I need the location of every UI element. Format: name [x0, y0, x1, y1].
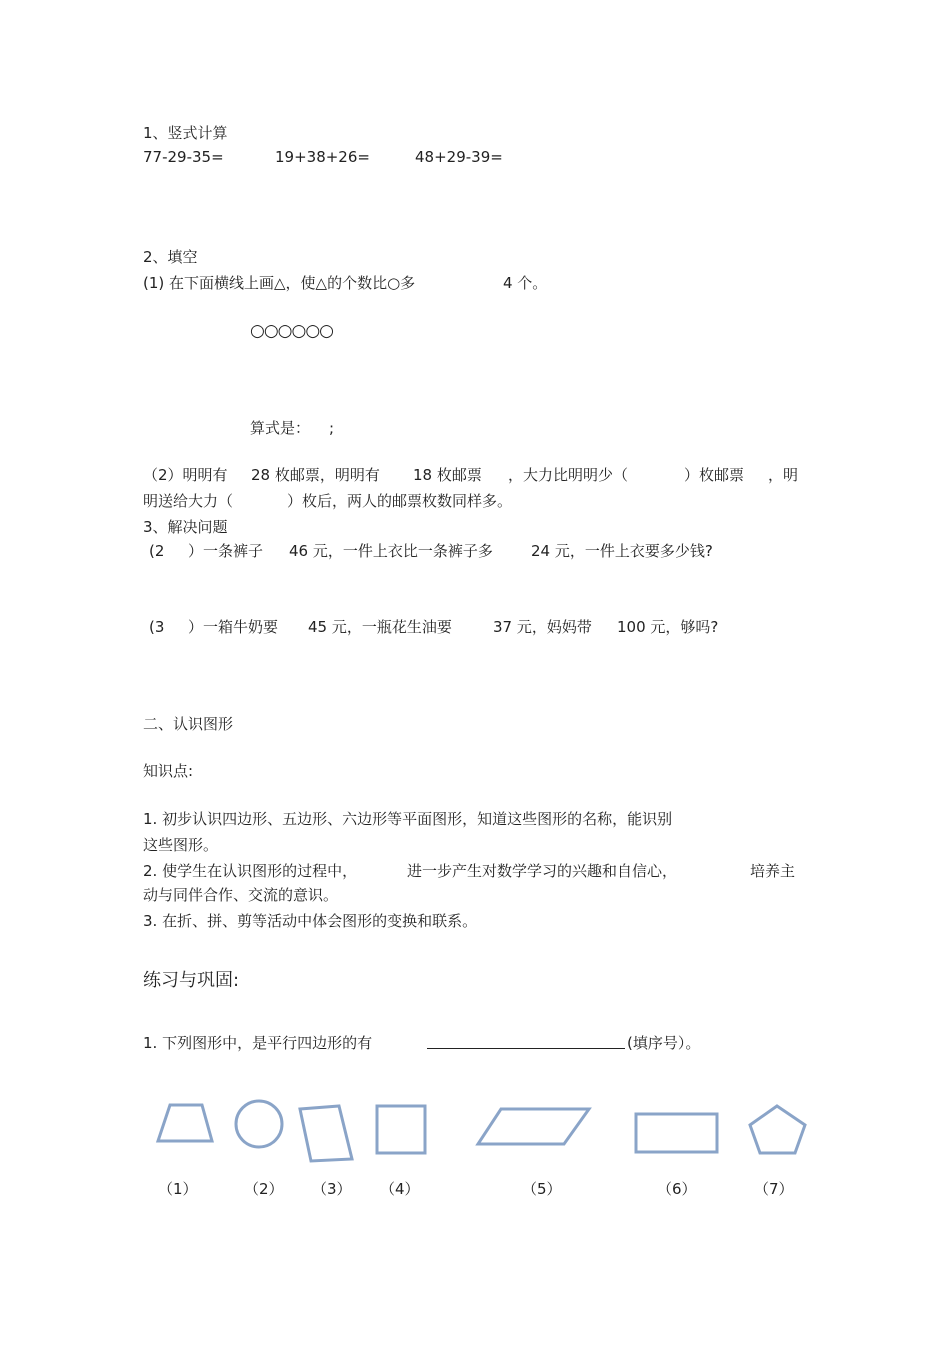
- parallelogram-tilted-icon: [300, 1106, 352, 1161]
- fill-question-2-line2a: 明送给大力（: [143, 492, 234, 510]
- shape-label-7: （7）: [754, 1180, 794, 1198]
- problem-solving-2-part4: 100 元，够吗?: [617, 618, 719, 636]
- knowledge-label: 知识点:: [143, 762, 194, 780]
- problem-1: 77-29-35=: [143, 148, 224, 166]
- part2-heading: 二、认识图形: [143, 715, 234, 733]
- problem-solving-1-number: (2: [149, 542, 165, 560]
- fill-question-1: (1) 在下面横线上画△，使△的个数比○多: [143, 274, 416, 292]
- knowledge-point-2b: 进一步产生对数学学习的兴趣和自信心，: [407, 862, 678, 880]
- shape-label-6: （6）: [657, 1180, 697, 1198]
- knowledge-point-3: 3. 在折、拼、剪等活动中体会图形的变换和联系。: [143, 912, 478, 930]
- fill-question-2-part4: ，大力比明明少（: [508, 466, 629, 484]
- problem-solving-2-part3: 37 元，妈妈带: [493, 618, 592, 636]
- parallelogram-icon: [478, 1109, 589, 1144]
- shape-label-1: （1）: [158, 1180, 198, 1198]
- circle-icon: [236, 1101, 282, 1147]
- knowledge-point-2a: 2. 使学生在认识图形的过程中，: [143, 862, 358, 880]
- problem-solving-2-part1: ）一箱牛奶要: [188, 618, 279, 636]
- knowledge-point-1b: 这些图形。: [143, 836, 219, 854]
- section3-heading: 3、解决问题: [143, 518, 228, 536]
- pentagon-icon: [750, 1106, 805, 1153]
- section1-heading: 1、竖式计算: [143, 124, 228, 142]
- knowledge-point-1a: 1. 初步认识四边形、五边形、六边形等平面图形，知道这些图形的名称，能识别: [143, 810, 673, 828]
- problem-solving-2-part2: 45 元，一瓶花生油要: [308, 618, 452, 636]
- problem-solving-1-part1: ）一条裤子: [188, 542, 264, 560]
- problem-3: 48+29-39=: [415, 148, 503, 166]
- problem-solving-1-part3: 24 元，一件上衣要多少钱?: [531, 542, 713, 560]
- problem-2: 19+38+26=: [275, 148, 370, 166]
- problem-solving-2-number: (3: [149, 618, 165, 636]
- practice-question-1-suffix: (填序号）。: [627, 1034, 701, 1052]
- fill-question-2-line2b: ）枚后，两人的邮票枚数同样多。: [287, 492, 513, 510]
- shape-label-2: （2）: [244, 1180, 284, 1198]
- fill-question-2-part5: ）枚邮票: [684, 466, 745, 484]
- circle-row: ○○○○○○: [250, 321, 334, 341]
- trapezoid-icon: [158, 1105, 212, 1141]
- square-icon: [377, 1106, 425, 1153]
- fill-question-1-count: 4 个。: [503, 274, 548, 292]
- shape-label-4: （4）: [380, 1180, 420, 1198]
- formula-label: 算式是：: [250, 419, 311, 437]
- fill-question-2-part6: ，明: [768, 466, 799, 484]
- shape-label-3: （3）: [312, 1180, 352, 1198]
- practice-question-1: 1. 下列图形中，是平行四边形的有: [143, 1034, 373, 1052]
- fill-question-2-part2: 28 枚邮票，明明有: [251, 466, 380, 484]
- shape-label-5: （5）: [522, 1180, 562, 1198]
- problem-solving-1-part2: 46 元，一件上衣比一条裤子多: [289, 542, 493, 560]
- knowledge-point-2c: 培养主: [750, 862, 796, 880]
- practice-heading: 练习与巩固:: [143, 970, 240, 991]
- fill-question-2-part3: 18 枚邮票: [413, 466, 482, 484]
- rectangle-icon: [636, 1114, 717, 1152]
- fill-question-2-part1: （2）明明有: [143, 466, 228, 484]
- section2-heading: 2、填空: [143, 248, 198, 266]
- knowledge-point-2d: 动与同伴合作、交流的意识。: [143, 886, 339, 904]
- formula-semicolon: ;: [329, 419, 335, 437]
